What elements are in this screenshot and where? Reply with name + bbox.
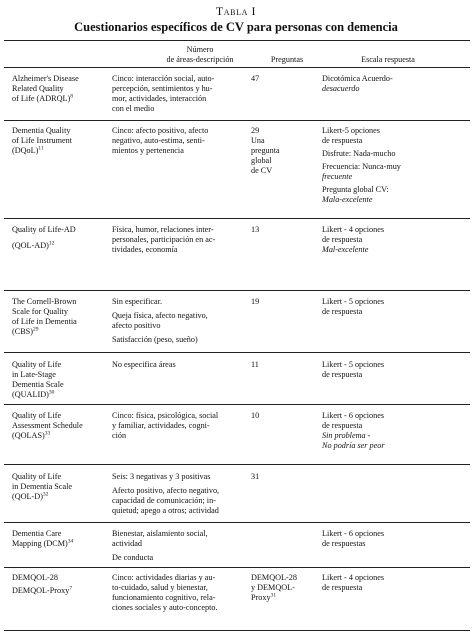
row-2-rule xyxy=(4,218,470,219)
row-3-questions: 13 xyxy=(251,225,260,234)
row-9-areas: Cinco: actividades diarias y au- to-cuidado, salud y bienestar, funcionamiento cognitivo, rela- ciones sociales y auto-concepto. xyxy=(112,573,218,612)
row-7-areas: Seis: 3 negativas y 3 positivas Afecto positivo, afecto negativo, capacidad de comunicación; in- quietud; apego a otros; actividad xyxy=(112,472,220,515)
row-1-questions: 47 xyxy=(251,74,260,83)
row-2-instrument: Dementia Quality of Life Instrument (DQoL)$^{11}$ xyxy=(12,126,73,155)
row-7-instrument: Quality of Life in Dementia Scale $(QOL-D)^{32}$ xyxy=(12,472,73,501)
row-3-rule xyxy=(4,290,470,291)
row-1-rule xyxy=(4,120,470,121)
row-3-scale: Likert - 4 opciones de respuesta Mal-excelente xyxy=(322,225,385,254)
top-rule xyxy=(4,40,470,41)
row-4-instrument: The Cornell-Brown Scale for Quality of Life in Dementia (CBS)$^{29}$ xyxy=(12,297,77,336)
table-caption: Tabla I xyxy=(215,4,257,18)
row-5-rule xyxy=(4,404,470,405)
row-6-rule xyxy=(4,464,470,465)
table-title: Cuestionarios específicos de CV para personas con demencia xyxy=(74,20,398,34)
row-9-scale: Likert - 4 opciones de respuesta xyxy=(322,573,385,592)
row-1-scale: Dicotómica Acuerdo- desacuerdo xyxy=(322,74,393,93)
row-1-instrument: Alzheimer's Disease Related Quality of Life (ADRQL)$^8$ xyxy=(12,74,79,103)
row-4-areas: Sin especificar. Queja física, afecto negativo, afecto positivo Satisfacción (peso, sueño) xyxy=(112,297,208,344)
row-8-scale: Likert - 6 opciones de respuestas xyxy=(322,529,385,548)
row-4-questions: 19 xyxy=(251,297,260,306)
row-6-instrument: Quality of Life Assessment Schedule (QOLAS)$^{33}$ xyxy=(12,411,83,440)
row-7-rule xyxy=(4,522,470,523)
header-areas: Número de áreas-descripción xyxy=(166,45,234,64)
row-6-questions: 10 xyxy=(251,411,260,420)
row-8-areas: Bienestar, aislamiento social, actividad De conducta xyxy=(112,529,208,562)
row-3-instrument: Quality of Life-AD $(QOL-AD)^{12}$ xyxy=(12,225,76,250)
row-9-questions: DEMQOL-28 y DEMQOL- Proxy$^{31}$ xyxy=(251,573,297,602)
row-6-scale: Likert - 6 opciones de respuesta Sin problema - No podría ser peor xyxy=(322,411,385,450)
row-5-questions: 11 xyxy=(251,360,259,369)
row-5-instrument: Quality of Life in Late-Stage Dementia Scale (QUALID)$^{30}$ xyxy=(12,360,64,399)
row-4-scale: Likert - 5 opciones de respuesta xyxy=(322,297,385,316)
row-1-areas: Cinco: interacción social, auto- percepción, sentimientos y hu- mor, actividades, interacción con el medio xyxy=(112,74,215,113)
row-3-areas: Física, humor, relaciones inter- personales, participación en ac- tividades, economía xyxy=(112,225,216,254)
row-2-questions: 29 Una pregunta global de CV xyxy=(251,126,280,175)
bottom-rule xyxy=(4,630,470,631)
row-5-scale: Likert - 5 opciones de respuesta xyxy=(322,360,385,379)
header-rule xyxy=(4,67,470,68)
row-9-instrument: DEMQOL-28 DEMQOL-Proxy$^7$ xyxy=(12,573,73,595)
row-8-instrument: Dementia Care Mapping (DCM)$^{34}$ xyxy=(12,529,74,548)
row-5-areas: No especifica áreas xyxy=(112,360,176,369)
row-2-scale: Likert-5 opciones de respuesta Disfrute: Nada-mucho Frecuencia: Nunca-muy frecuente Pregunta global CV: Mala-excelente xyxy=(322,126,401,204)
row-2-areas: Cinco: afecto positivo, afecto negativo, auto-estima, senti- mientos y pertenencia xyxy=(112,126,209,155)
header-questions: Preguntas xyxy=(270,55,304,64)
row-6-areas: Cinco: física, psicológica, social y familiar, actividades, cogni- ción xyxy=(112,411,219,440)
header-scale: Escala respuesta xyxy=(361,55,415,64)
row-4-rule xyxy=(4,352,470,353)
row-7-questions: 31 xyxy=(251,472,260,481)
row-8-rule xyxy=(4,567,470,568)
